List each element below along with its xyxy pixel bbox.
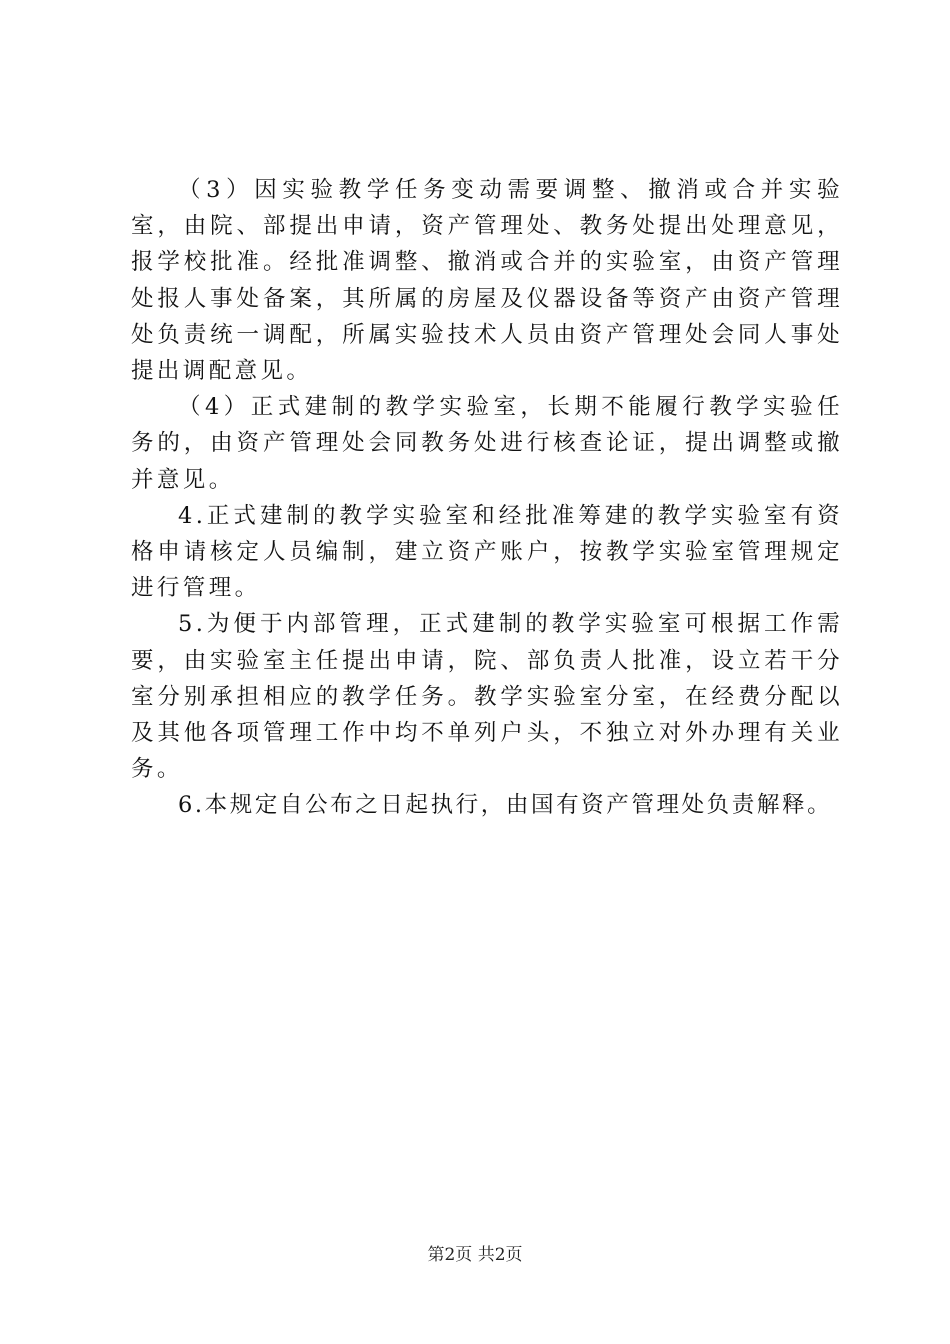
document-body (131, 172, 843, 824)
page-number: 第2页 共2页 (427, 1245, 523, 1265)
paragraph-rule-6: 6.本规定自公布之日起执行，由国有资产管理处负责解释。 (178, 792, 833, 819)
paragraph-rule-4: 4.正式建制的教学实验室和经批准筹建的教学实验室有资格申请核定人员编制，建立资产账户，按教学实验室管理规定进行管理。 (131, 502, 843, 602)
page-footer (0, 1244, 950, 1266)
paragraph-item-4-verification: （4）正式建制的教学实验室，长期不能履行教学实验任务的，由资产管理处会同教务处进行核查论证，提出调整或撤并意见。 (131, 394, 843, 493)
paragraph-rule-5: 5.为便于内部管理，正式建制的教学实验室可根据工作需要，由实验室主任提出申请，院、部负责人批准，设立若干分室分别承担相应的教学任务。教学实验室分室，在经费分配以及其他各项管理工作中均不单列户头，不独立对外办理有关业务。 (131, 611, 843, 783)
paragraph-item-3-adjustment: （3）因实验教学任务变动需要调整、撤消或合并实验室，由院、部提出申请，资产管理处、教务处提出处理意见，报学校批准。经批准调整、撤消或合并的实验室，由资产管理处报人事处备案，其所属的房屋及仪器设备等资产由资产管理处负责统一调配，所属实验技术人员由资产管理处会同人事处提出调配意见。 (131, 177, 843, 385)
